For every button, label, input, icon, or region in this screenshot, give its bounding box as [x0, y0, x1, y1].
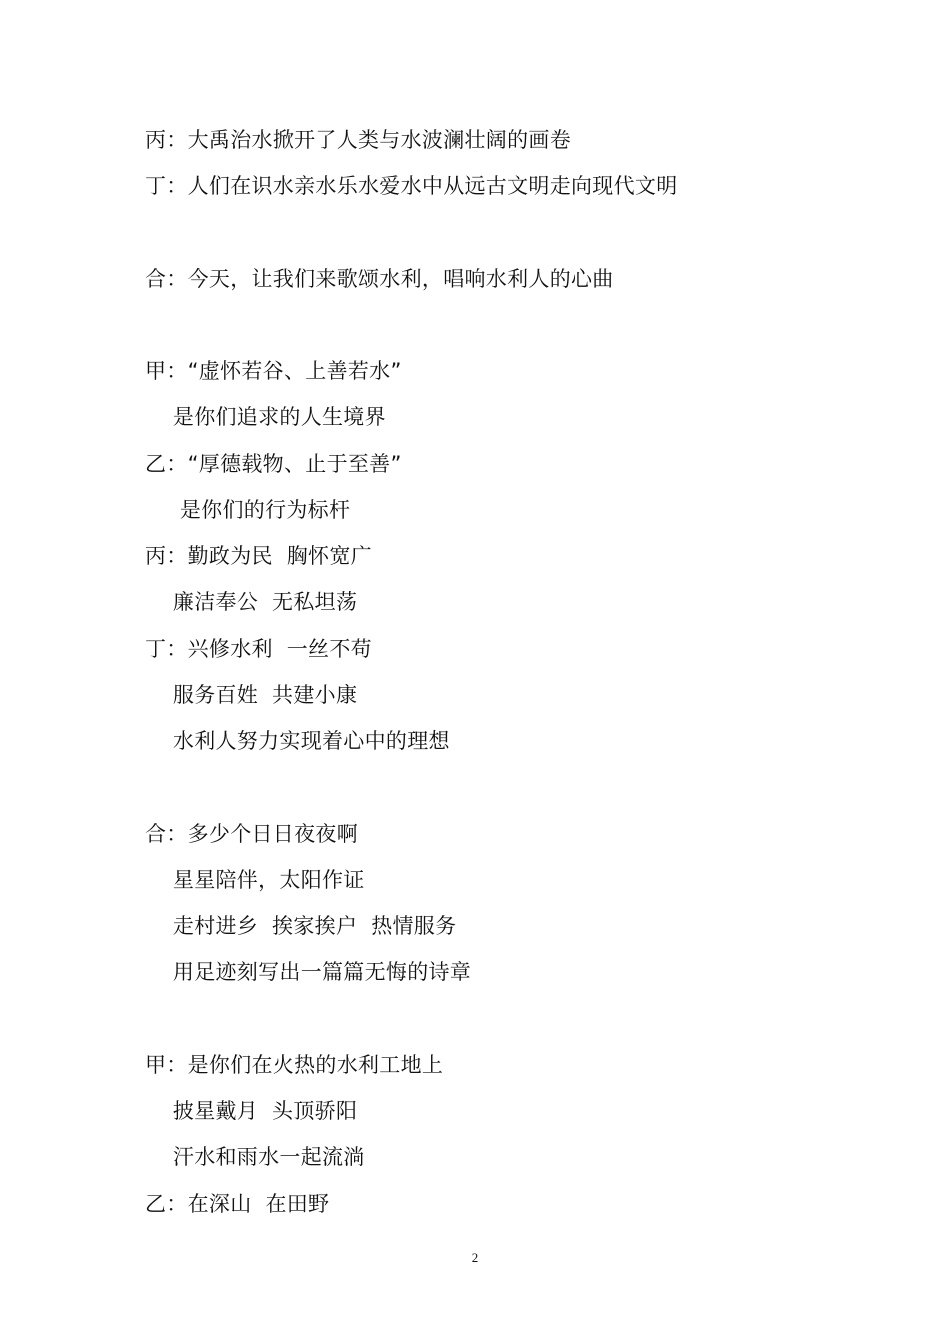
text-line: 合：多少个日日夜夜啊: [145, 822, 358, 846]
page-number: 2: [471, 1250, 479, 1265]
text-line: 丁：人们在识水亲水乐水爱水中从远古文明走向现代文明: [145, 174, 678, 198]
text-line: 走村进乡 挨家挨户 热情服务: [145, 914, 457, 938]
text-line: 汗水和雨水一起流淌: [145, 1145, 365, 1169]
text-line: 丁：兴修水利 一丝不苟: [145, 637, 372, 661]
text-line: 是你们的行为标杆: [145, 498, 351, 522]
text-line: 是你们追求的人生境界: [145, 405, 386, 429]
text-line: 服务百姓 共建小康: [145, 683, 358, 707]
text-line: 丙：大禹治水掀开了人类与水波澜壮阔的画卷: [145, 128, 571, 152]
text-line: 合：今天，让我们来歌颂水利，唱响水利人的心曲: [145, 267, 614, 291]
text-line: 星星陪伴，太阳作证: [145, 868, 365, 892]
text-line: 廉洁奉公 无私坦荡: [145, 590, 358, 614]
text-line: 乙：“厚德载物、止于至善”: [145, 452, 402, 476]
text-line: 用足迹刻写出一篇篇无悔的诗章: [145, 960, 472, 984]
text-line: 甲：“虚怀若谷、上善若水”: [145, 359, 402, 383]
text-line: 水利人努力实现着心中的理想: [145, 729, 450, 753]
text-line: 乙：在深山 在田野: [145, 1192, 330, 1216]
text-line: 丙：勤政为民 胸怀宽广: [145, 544, 372, 568]
text-line: 披星戴月 头顶骄阳: [145, 1099, 358, 1123]
text-line: 甲：是你们在火热的水利工地上: [145, 1053, 444, 1077]
